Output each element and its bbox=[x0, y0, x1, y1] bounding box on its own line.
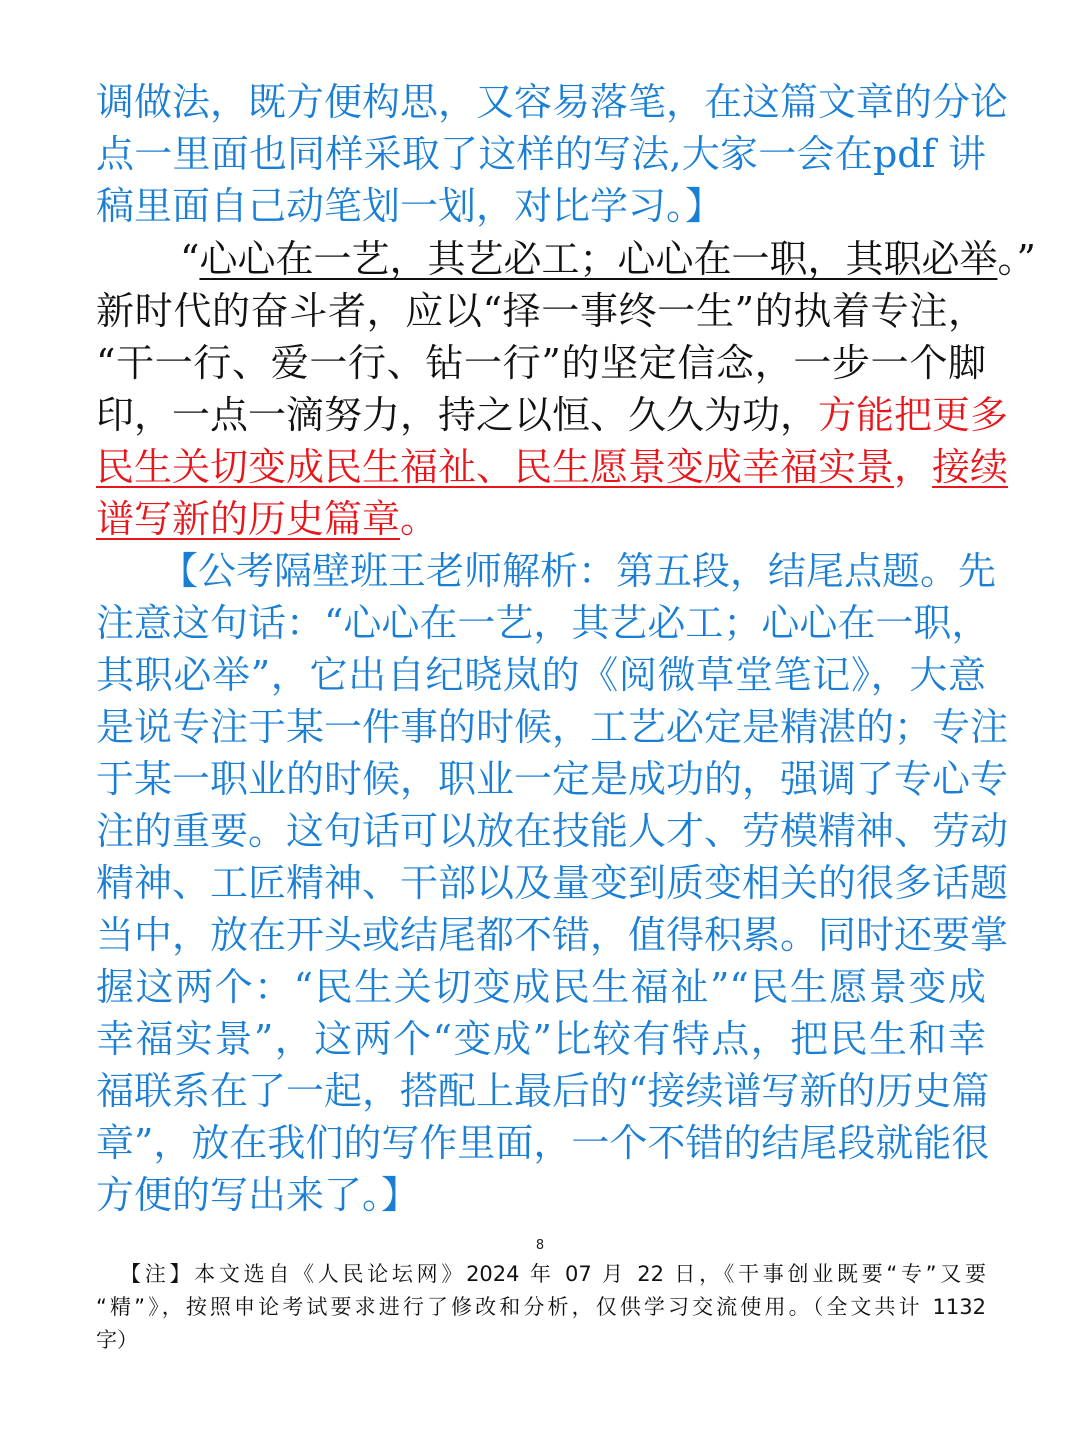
emphasis-period: 。 bbox=[400, 497, 439, 541]
analysis-line: 其职必举”，它出自纪晓岚的《阅微草堂笔记》，大意 bbox=[96, 653, 986, 697]
top-paragraph-line: 点一里面也同样采取了这样的写法,大家一会在pdf 讲 bbox=[96, 132, 986, 176]
analysis-line: 精神、工匠精神、干部以及量变到质变相关的很多话题 bbox=[96, 861, 1009, 905]
emphasis-text: 方能把更多 bbox=[818, 393, 1009, 437]
analysis-line: 注意这句话：“心心在一艺，其艺必工；心心在一职， bbox=[96, 601, 990, 645]
quoted-saying: 心心在一艺，其艺必工；心心在一职，其职必举 bbox=[199, 237, 998, 281]
analysis-line: 是说专注于某一件事的时候，工艺必定是精湛的；专注 bbox=[96, 705, 1009, 749]
analysis-line: 章”，放在我们的写作里面，一个不错的结尾段就能很 bbox=[96, 1121, 990, 1165]
emphasis-underlined: 民生关切变成民生福祉、民生愿景变成幸福实景 bbox=[96, 445, 895, 489]
analysis-line: 当中，放在开头或结尾都不错，值得积累。同时还要掌 bbox=[96, 913, 1009, 957]
analysis-line: 注的重要。这句话可以放在技能人才、劳模精神、劳动 bbox=[96, 809, 1009, 853]
footnote-line: 【注】本文选自《人民论坛网》2024 年 07 月 22 日，《干事创业既要“专”又要 bbox=[120, 1262, 986, 1286]
footnote-line: 字） bbox=[96, 1328, 138, 1352]
open-quote: “ bbox=[180, 237, 200, 281]
analysis-line: 福联系在了一起，搭配上最后的“接续谱写新的历史篇 bbox=[96, 1069, 990, 1113]
emphasis-comma: ， bbox=[894, 445, 933, 489]
main-paragraph-line: 新时代的奋斗者，应以“择一事终一生”的执着专注， bbox=[96, 289, 986, 333]
analysis-line: 幸福实景”，这两个“变成”比较有特点，把民生和幸 bbox=[96, 1017, 986, 1061]
analysis-line: 于某一职业的时候，职业一定是成功的，强调了专心专 bbox=[96, 757, 1009, 801]
page-number: 8 bbox=[535, 1238, 545, 1253]
close-quote: 。” bbox=[997, 237, 1036, 281]
emphasis-underlined: 接续 bbox=[932, 445, 1009, 489]
analysis-line: 方便的写出来了。】 bbox=[96, 1173, 420, 1217]
main-paragraph-line: “干一行、爱一行、钻一行”的坚定信念，一步一个脚 bbox=[96, 341, 986, 385]
main-paragraph-line bbox=[180, 233, 1036, 285]
top-paragraph-line: 稿里面自己动笔划一划，对比学习。】 bbox=[96, 184, 724, 228]
main-paragraph-line bbox=[96, 389, 1009, 441]
emphasis-underlined: 谱写新的历史篇章 bbox=[96, 497, 401, 541]
top-paragraph-line: 调做法，既方便构思，又容易落笔，在这篇文章的分论 bbox=[96, 80, 1009, 124]
main-paragraph-line bbox=[96, 441, 1009, 493]
analysis-line: 握这两个：“民生关切变成民生福祉”“民生愿景变成 bbox=[96, 965, 986, 1009]
main-text: 印，一点一滴努力，持之以恒、久久为功， bbox=[96, 393, 819, 437]
analysis-line: 【公考隔壁班王老师解析：第五段，结尾点题。先 bbox=[160, 549, 997, 593]
footnote-line: “精”》，按照申论考试要求进行了修改和分析，仅供学习交流使用。（全文共计 1132 bbox=[96, 1295, 986, 1319]
main-paragraph-line bbox=[96, 493, 986, 545]
